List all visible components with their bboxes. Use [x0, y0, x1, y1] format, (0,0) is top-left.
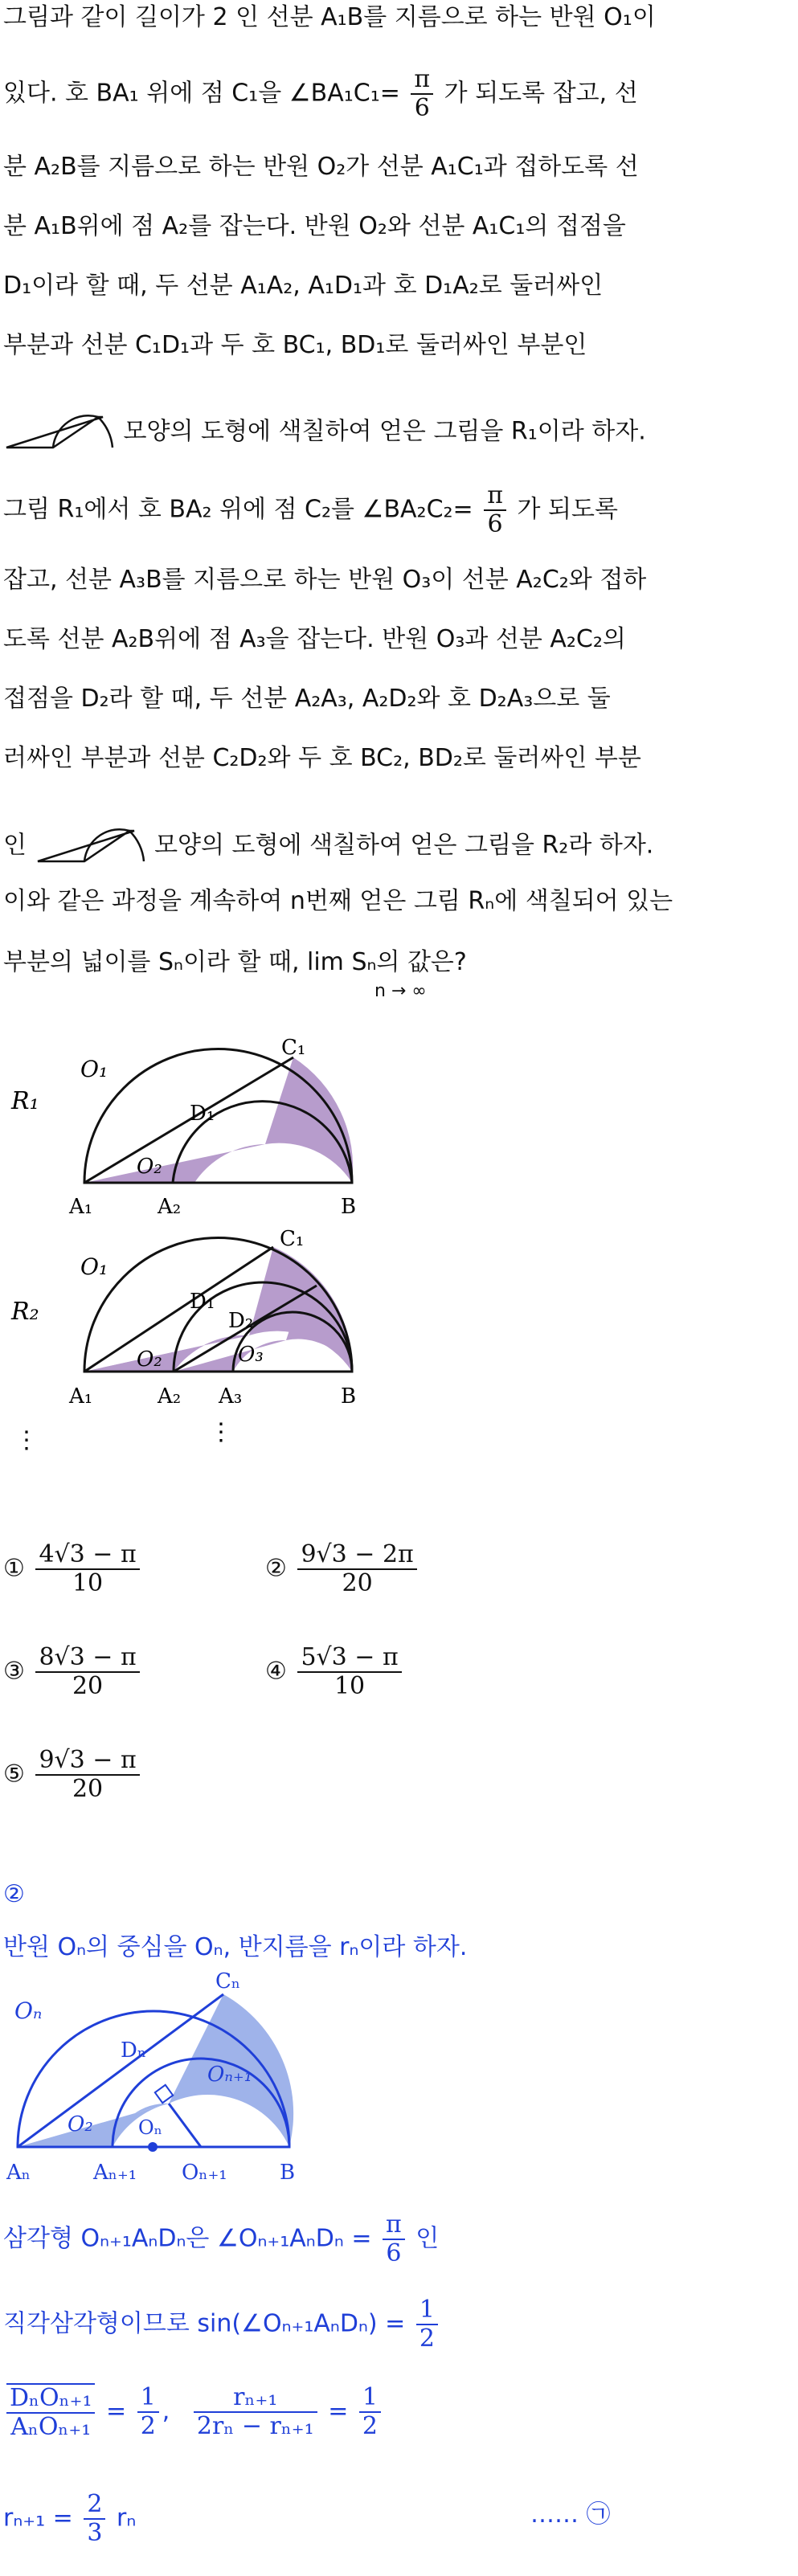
problem-line: D₁이라 할 때, 두 선분 A₁A₂, A₁D₁과 호 D₁A₂로 둘러싸인: [3, 272, 604, 300]
figure-r2: [0, 1229, 798, 1462]
point-label: A₁: [69, 1384, 93, 1409]
figure-label: R₂: [11, 1298, 39, 1326]
point-label: Cₙ: [215, 1969, 241, 1993]
point-label: A₂: [158, 1195, 182, 1219]
point-label: O₃: [238, 1343, 264, 1367]
problem-line: 그림 R₁에서 호 BA₂ 위에 점 C₂를 ∠BA₂C₂= $\frac{\pi}{6}$ 가 되도록: [3, 481, 618, 538]
point-label: Aₙ₊₁: [93, 2161, 137, 2185]
point-label: O₂: [137, 1347, 162, 1372]
choice-4[interactable]: ④ $\frac{5√3 - \pi}{10}$: [265, 1644, 405, 1700]
lim-subscript: n → ∞: [374, 981, 427, 1001]
figure-r1: [0, 1020, 798, 1229]
figure-label: R₁: [11, 1087, 39, 1115]
point-label: Oₙ: [138, 2116, 163, 2139]
point-label: A₂: [158, 1384, 182, 1409]
point-label: C₁: [281, 1036, 306, 1060]
problem-line: 이와 같은 과정을 계속하여 n번째 얻은 그림 Rₙ에 색칠되어 있는: [3, 887, 673, 915]
point-label: C₁: [280, 1229, 305, 1251]
point-label: B: [341, 1384, 357, 1409]
angle-fraction: $\frac{\pi}{6}$: [484, 482, 506, 538]
point-label: Dₙ: [121, 2038, 147, 2063]
shaded-region: [265, 1057, 353, 1183]
ellipsis: ⋮: [209, 1418, 233, 1446]
point-label: Oₙ₊₁: [182, 2161, 227, 2185]
point-label: O₂: [137, 1155, 162, 1179]
point-label: A₃: [219, 1384, 243, 1409]
choice-5[interactable]: ⑤ $\frac{9√3 - \pi}{20}$: [3, 1747, 143, 1803]
shape-icon: [3, 414, 116, 451]
problem-line: 러싸인 부분과 선분 C₂D₂와 두 호 BC₂, BD₂로 둘러싸인 부분: [3, 744, 641, 772]
point-label: B: [341, 1195, 357, 1219]
point-label: Oₙ: [14, 1997, 43, 2024]
problem-line: 잡고, 선분 A₃B를 지름으로 하는 반원 O₃이 선분 A₂C₂와 접하: [3, 566, 647, 594]
solution-line: 삼각형 Oₙ₊₁AₙDₙ은 ∠Oₙ₊₁AₙDₙ = $\frac{\pi}{6}$ 인: [3, 2210, 440, 2267]
point-label: D₁: [190, 1102, 215, 1126]
choice-3[interactable]: ③ $\frac{8√3 - \pi}{20}$: [3, 1644, 143, 1700]
angle-fraction: $\frac{\pi}{6}$: [411, 66, 433, 122]
point-label: O₁: [80, 1253, 108, 1280]
point-label: O₂: [68, 2112, 93, 2136]
problem-line: 있다. 호 BA₁ 위에 점 C₁을 ∠BA₁C₁= $\frac{\pi}{6}$ 가 되도록 잡고, 선: [3, 65, 638, 122]
choice-2[interactable]: ② $\frac{9√3 - 2\pi}{20}$: [265, 1541, 420, 1597]
problem-line: 모양의 도형에 색칠하여 얻은 그림을 R₁이라 하자.: [3, 414, 646, 451]
answer-marker: ②: [3, 1880, 25, 1908]
solution-line: 반원 Oₙ의 중심을 Oₙ, 반지름을 rₙ이라 하자.: [3, 1933, 468, 1961]
problem-line: 부분의 넓이를 Sₙ이라 할 때, lim Sₙ의 값은?: [3, 948, 467, 976]
shaded-region: [84, 1247, 352, 1372]
problem-line: 분 A₂B를 지름으로 하는 반원 O₂가 선분 A₁C₁과 접하도록 선: [3, 153, 639, 181]
point-label: Oₙ₊₁: [207, 2063, 252, 2087]
solution-line: rₙ₊₁ = $\frac{2}{3}$ rₙ: [3, 2490, 137, 2547]
shaded-region: [84, 1144, 265, 1183]
shape-icon: [35, 828, 147, 865]
equation-mark: …… ㉠: [530, 2500, 611, 2529]
problem-line: 인 모양의 도형에 색칠하여 얻은 그림을 R₂라 하자.: [3, 828, 653, 865]
point-label: B: [280, 2161, 296, 2185]
point-label: D₁: [190, 1290, 215, 1314]
solution-line: $\frac{\text{DₙOₙ₊₁}}{\text{AₙOₙ₊₁}}$ = $\frac{1}{2}$ , $\frac{\text{rₙ₊₁}}{\text{2rₙ − rₙ₊₁}}$ = $\frac{1}{2}$: [3, 2383, 384, 2441]
problem-line: 부분과 선분 C₁D₁과 두 호 BC₁, BD₁로 둘러싸인 부분인: [3, 331, 587, 359]
point-label: O₁: [80, 1056, 108, 1082]
point-label: A₁: [69, 1195, 93, 1219]
point-label: D₂: [228, 1309, 254, 1333]
problem-line: 도록 선분 A₂B위에 점 A₃을 잡는다. 반원 O₃과 선분 A₂C₂의: [3, 625, 626, 653]
ellipsis: ⋮: [14, 1426, 39, 1454]
choice-1[interactable]: ① $\frac{4√3 - \pi}{10}$: [3, 1541, 143, 1597]
solution-diagram: [0, 1969, 798, 2186]
problem-line: 그림과 같이 길이가 2 인 선분 A₁B를 지름으로 하는 반원 O₁이: [3, 3, 656, 31]
point-label: Aₙ: [6, 2161, 31, 2185]
problem-line: 분 A₁B위에 점 A₂를 잡는다. 반원 O₂와 선분 A₁C₁의 접점을: [3, 212, 626, 240]
problem-line: 접점을 D₂라 할 때, 두 선분 A₂A₃, A₂D₂와 호 D₂A₃으로 둘: [3, 685, 611, 713]
solution-line: 직각삼각형이므로 sin(∠Oₙ₊₁AₙDₙ) = $\frac{1}{2}$: [3, 2296, 441, 2353]
